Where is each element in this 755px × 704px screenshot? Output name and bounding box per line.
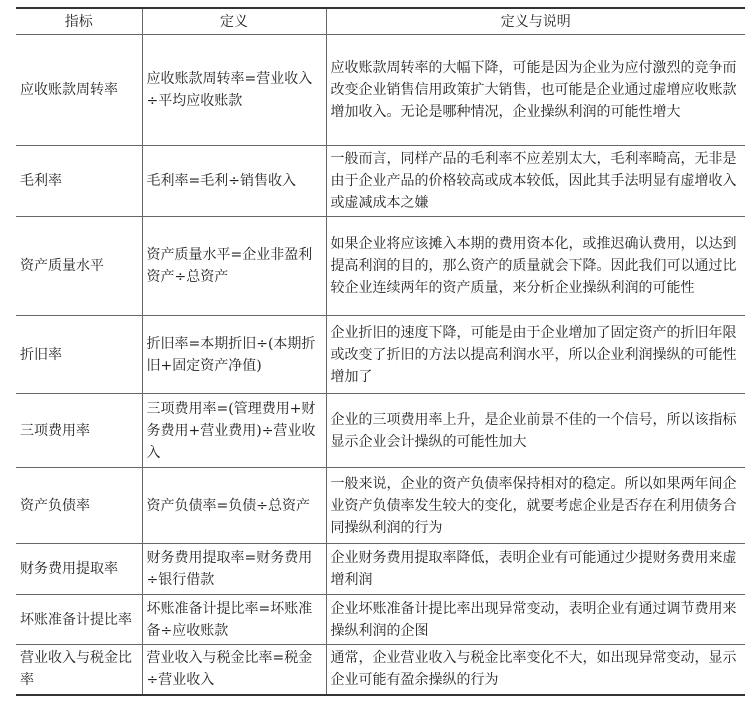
header-definition: 定义 [142,8,326,35]
cell-definition: 应收账款周转率=营业收入÷平均应收账款 [142,35,326,146]
header-explanation: 定义与说明 [326,8,745,35]
cell-explanation: 企业坏账准备计提比率出现异常变动，表明企业有通过调节费用来操纵利润的企图 [326,595,745,645]
indicator-table [16,7,745,696]
table-row [16,645,745,695]
table-row [16,544,745,595]
table-row [16,217,745,316]
cell-explanation: 企业的三项费用率上升，是企业前景不佳的一个信号，所以该指标显示企业会计操纵的可能性加大 [326,394,745,468]
table-row [16,595,745,645]
cell-definition: 三项费用率=(管理费用+财务费用+营业费用)÷营业收入 [142,394,326,468]
cell-indicator: 应收账款周转率 [16,35,142,146]
table-row [16,316,745,394]
cell-explanation: 一般来说，企业的资产负债率保持相对的稳定。所以如果两年间企业资产负债率发生较大的变化，就要考虑企业是否存在利用债务合同操纵利润的行为 [326,468,745,544]
table-row [16,146,745,217]
cell-definition: 营业收入与税金比率=税金÷营业收入 [142,645,326,695]
cell-indicator: 折旧率 [16,316,142,394]
cell-definition: 坏账准备计提比率=坏账准备÷应收账款 [142,595,326,645]
cell-explanation: 应收账款周转率的大幅下降，可能是因为企业为应付激烈的竞争而改变企业销售信用政策扩大销售，也可能是企业通过虚增应收账款增加收入。无论是哪种情况，企业操纵利润的可能性增大 [326,35,745,146]
cell-explanation: 企业财务费用提取率降低，表明企业有可能通过少提财务费用来虚增利润 [326,544,745,595]
cell-indicator: 坏账准备计提比率 [16,595,142,645]
cell-indicator: 财务费用提取率 [16,544,142,595]
cell-indicator: 三项费用率 [16,394,142,468]
cell-definition: 毛利率=毛利÷销售收入 [142,146,326,217]
table-row [16,468,745,544]
header-indicator: 指标 [16,8,142,35]
header-row [16,8,745,35]
cell-definition: 财务费用提取率=财务费用÷银行借款 [142,544,326,595]
cell-indicator: 毛利率 [16,146,142,217]
cell-explanation: 企业折旧的速度下降，可能是由于企业增加了固定资产的折旧年限或改变了折旧的方法以提高利润水平，所以企业利润操纵的可能性增加了 [326,316,745,394]
cell-indicator: 资产质量水平 [16,217,142,316]
table-row [16,35,745,146]
cell-indicator: 资产负债率 [16,468,142,544]
cell-explanation: 如果企业将应该摊入本期的费用资本化，或推迟确认费用，以达到提高利润的目的，那么资产的质量就会下降。因此我们可以通过比较企业连续两年的资产质量，来分析企业操纵利润的可能性 [326,217,745,316]
table-row [16,394,745,468]
cell-definition: 资产质量水平=企业非盈利资产÷总资产 [142,217,326,316]
cell-explanation: 通常，企业营业收入与税金比率变化不大，如出现异常变动，显示企业可能有盈余操纵的行为 [326,645,745,695]
document-page [16,7,745,696]
cell-definition: 资产负债率=负债÷总资产 [142,468,326,544]
cell-explanation: 一般而言，同样产品的毛利率不应差别太大，毛利率畸高，无非是由于企业产品的价格较高或成本较低，因此其手法明显有虚增收入或虚减成本之嫌 [326,146,745,217]
cell-definition: 折旧率=本期折旧÷(本期折旧+固定资产净值) [142,316,326,394]
cell-indicator: 营业收入与税金比率 [16,645,142,695]
